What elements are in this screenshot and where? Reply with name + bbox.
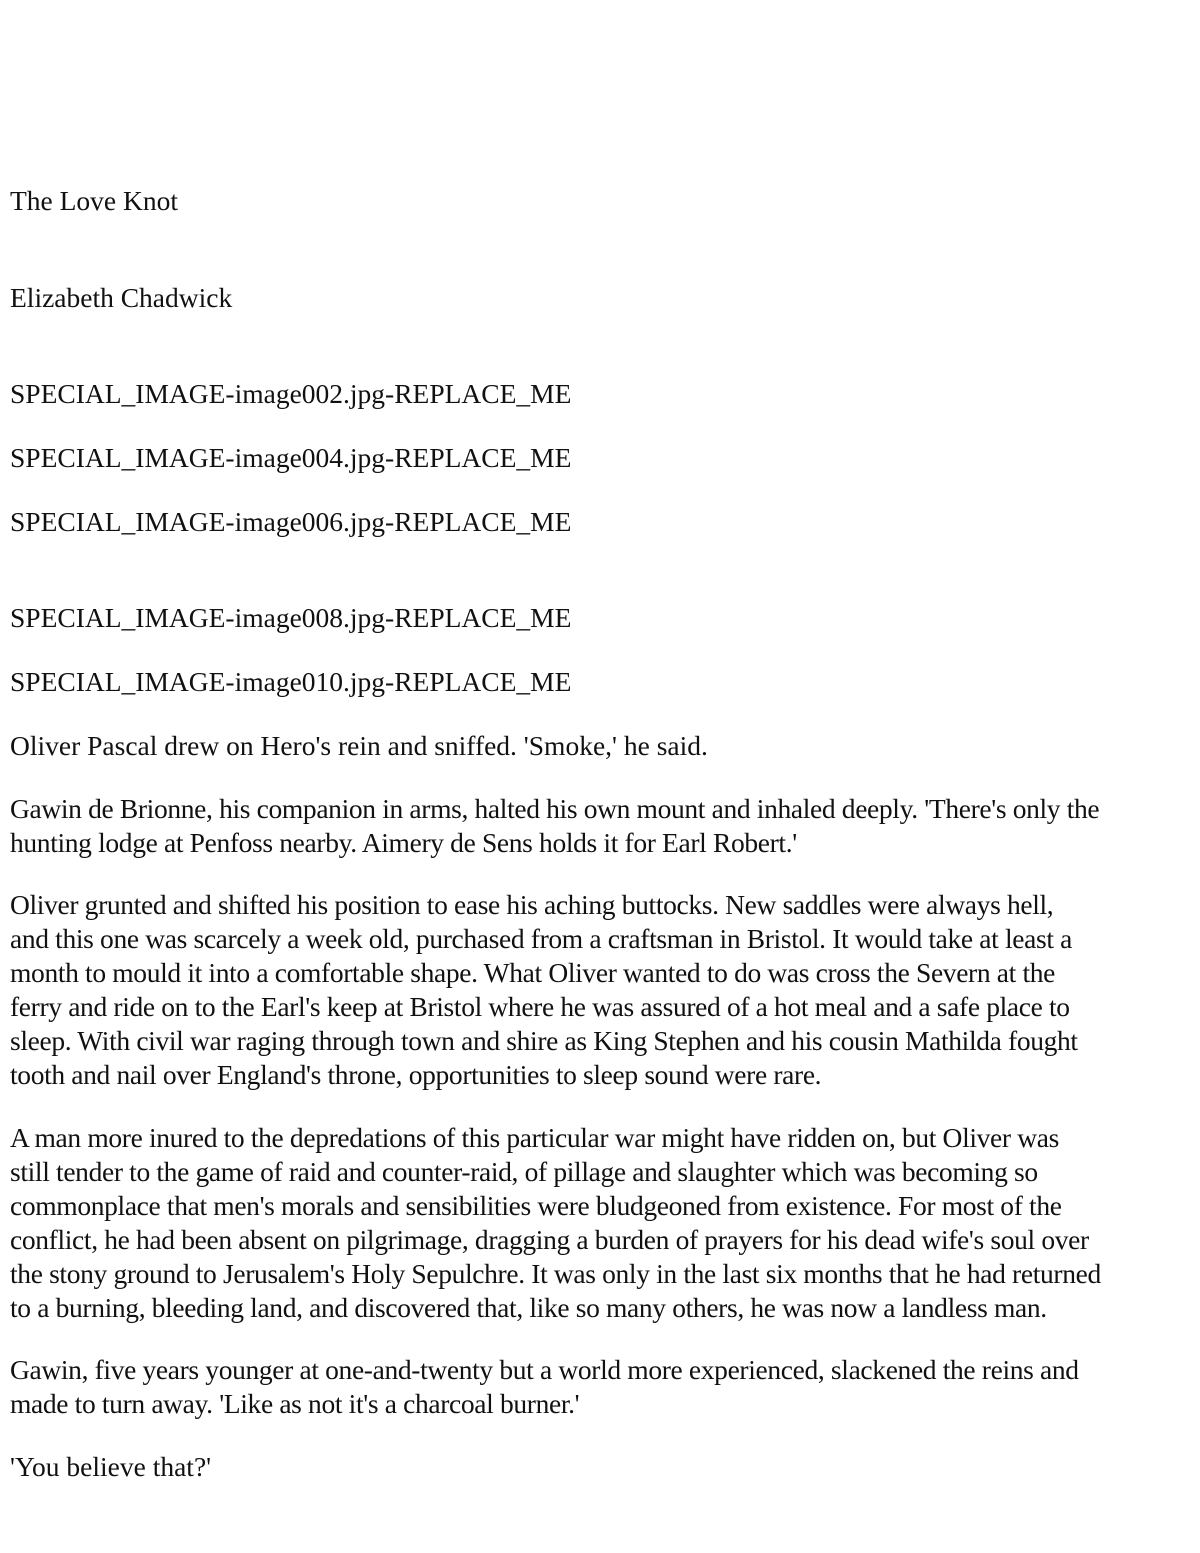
image-placeholder: SPECIAL_IMAGE-image006.jpg-REPLACE_ME — [10, 506, 572, 537]
paragraph-line: 'You believe that?' — [10, 1451, 212, 1482]
image-placeholder: SPECIAL_IMAGE-image010.jpg-REPLACE_ME — [10, 666, 572, 697]
paragraph-line: conflict, he had been absent on pilgrimage, dragging a burden of prayers for his dead wife's soul over — [10, 1224, 1089, 1255]
book-author: Elizabeth Chadwick — [10, 282, 233, 313]
paragraph-line: A man more inured to the depredations of this particular war might have ridden on, but Oliver was — [10, 1122, 1059, 1153]
paragraph-line: month to mould it into a comfortable shape. What Oliver wanted to do was cross the Severn at the — [10, 957, 1056, 988]
image-placeholder: SPECIAL_IMAGE-image002.jpg-REPLACE_ME — [10, 378, 572, 409]
paragraph — [10, 1121, 1101, 1325]
paragraph-line: Oliver grunted and shifted his position to ease his aching buttocks. New saddles were always hell, — [10, 889, 1054, 920]
paragraph-line: sleep. With civil war raging through town and shire as King Stephen and his cousin Mathilda fought — [10, 1025, 1078, 1056]
image-placeholder: SPECIAL_IMAGE-image004.jpg-REPLACE_ME — [10, 442, 572, 473]
image-placeholder: SPECIAL_IMAGE-image008.jpg-REPLACE_ME — [10, 602, 572, 633]
paragraph-line: still tender to the game of raid and counter-raid, of pillage and slaughter which was becoming so — [10, 1156, 1038, 1187]
paragraph-line: Oliver Pascal drew on Hero's rein and sniffed. 'Smoke,' he said. — [10, 730, 708, 761]
paragraph-line: tooth and nail over England's throne, opportunities to sleep sound were rare. — [10, 1059, 822, 1090]
paragraph-line: and this one was scarcely a week old, purchased from a craftsman in Bristol. It would take at least a — [10, 923, 1072, 954]
paragraph-line: commonplace that men's morals and sensibilities were bludgeoned from existence. For most of the — [10, 1190, 1062, 1221]
paragraph-line: the stony ground to Jerusalem's Holy Sepulchre. It was only in the last six months that he had returned — [10, 1258, 1101, 1289]
paragraph — [10, 1450, 211, 1484]
paragraph-line: made to turn away. 'Like as not it's a charcoal burner.' — [10, 1388, 580, 1419]
paragraph-line: ferry and ride on to the Earl's keep at Bristol where he was assured of a hot meal and a safe place to — [10, 991, 1070, 1022]
paragraph-line: Gawin, five years younger at one-and-twenty but a world more experienced, slackened the reins and — [10, 1354, 1079, 1385]
paragraph-line: Gawin de Brionne, his companion in arms, halted his own mount and inhaled deeply. 'There's only the — [10, 793, 1100, 824]
book-title: The Love Knot — [10, 185, 179, 216]
paragraph — [10, 1353, 1079, 1421]
paragraph-line: to a burning, bleeding land, and discovered that, like so many others, he was now a landless man. — [10, 1292, 1047, 1323]
paragraph — [10, 792, 1099, 860]
paragraph — [10, 729, 708, 763]
paragraph — [10, 888, 1078, 1092]
paragraph-line: hunting lodge at Penfoss nearby. Aimery de Sens holds it for Earl Robert.' — [10, 827, 797, 858]
